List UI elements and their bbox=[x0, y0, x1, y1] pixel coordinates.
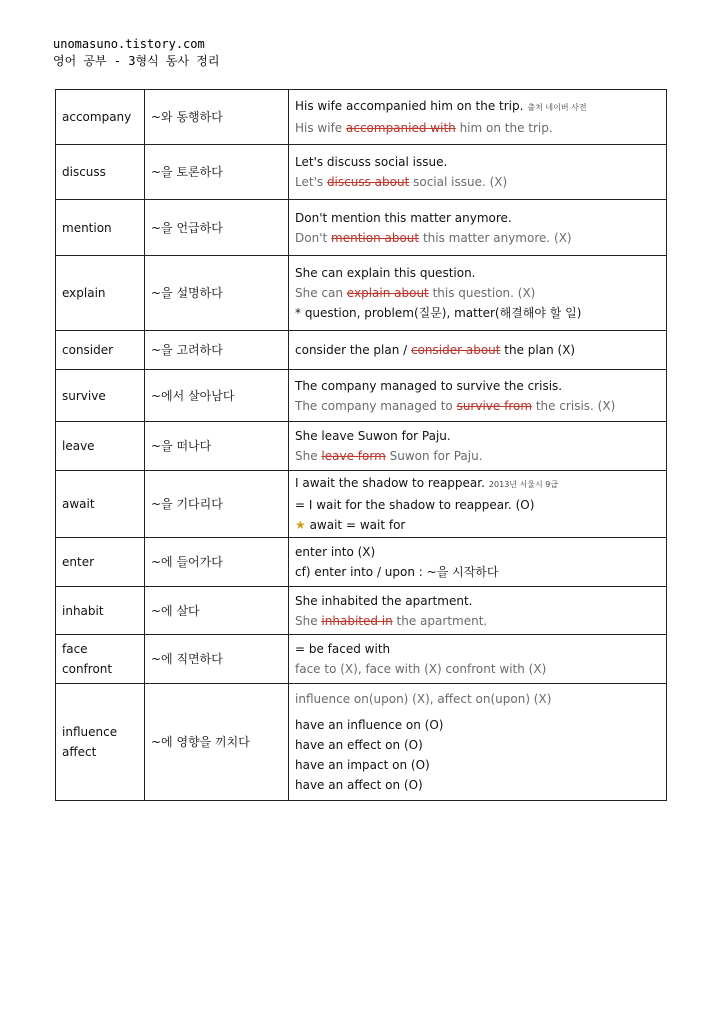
verb-cell: inhabit bbox=[56, 587, 145, 635]
example-line: enter into (X) bbox=[295, 545, 376, 559]
table-row bbox=[56, 370, 667, 422]
page-subtitle: 영어 공부 - 3형식 동사 정리 bbox=[53, 54, 220, 68]
verb-cell: explain bbox=[56, 256, 145, 331]
verb-cell: consider bbox=[56, 331, 145, 370]
example-line: The company managed to survive the crisis. bbox=[295, 378, 563, 393]
example-text: She bbox=[295, 449, 322, 463]
example-text: the crisis. (X) bbox=[532, 398, 616, 413]
example-cell bbox=[289, 145, 667, 200]
meaning-cell: ~을 설명하다 bbox=[145, 256, 289, 331]
example-text: this question. (X) bbox=[428, 286, 536, 300]
example-text: Let's bbox=[295, 175, 327, 189]
example-cell bbox=[289, 587, 667, 635]
meaning-cell: ~에서 살아남다 bbox=[145, 370, 289, 422]
example-text: the apartment. bbox=[392, 613, 488, 628]
example-line: She leave Suwon for Paju. bbox=[295, 429, 451, 443]
struck-text: inhabited in bbox=[321, 613, 393, 628]
example-text: She can bbox=[295, 286, 347, 300]
example-line: have an effect on (O) bbox=[295, 738, 423, 752]
verb-cell: await bbox=[56, 471, 145, 538]
example-line: face to (X), face with (X) confront with (X) bbox=[295, 662, 547, 676]
verb-cell: leave bbox=[56, 422, 145, 471]
struck-text: consider about bbox=[410, 343, 501, 357]
meaning-cell: ~에 영향을 끼치다 bbox=[145, 684, 289, 801]
table-row bbox=[56, 635, 667, 684]
verb-word: face bbox=[62, 642, 88, 656]
example-cell bbox=[289, 200, 667, 256]
table-row bbox=[56, 538, 667, 587]
example-line: His wife accompanied him on the trip. bbox=[295, 99, 524, 113]
verb-cell: discuss bbox=[56, 145, 145, 200]
example-text: His wife bbox=[295, 121, 346, 135]
verb-word: influence bbox=[62, 725, 118, 739]
meaning-cell: ~을 고려하다 bbox=[145, 331, 289, 370]
meaning-cell: ~와 동행하다 bbox=[145, 90, 289, 145]
verb-table bbox=[55, 89, 667, 801]
verb-cell bbox=[56, 635, 145, 684]
table-row bbox=[56, 90, 667, 145]
struck-text: leave form bbox=[321, 449, 386, 463]
struck-text: mention about bbox=[331, 230, 420, 245]
example-text: Suwon for Paju. bbox=[385, 449, 483, 463]
struck-text: accompanied with bbox=[346, 121, 456, 135]
struck-text: explain about bbox=[346, 286, 429, 300]
example-cell bbox=[289, 538, 667, 587]
example-cell bbox=[289, 471, 667, 538]
meaning-cell: ~에 살다 bbox=[145, 587, 289, 635]
verb-cell bbox=[56, 684, 145, 801]
example-text: The company managed to bbox=[295, 398, 457, 413]
example-text: Don't bbox=[295, 230, 332, 245]
example-cell bbox=[289, 90, 667, 145]
table-row bbox=[56, 587, 667, 635]
example-line: She inhabited the apartment. bbox=[295, 593, 473, 608]
example-cell bbox=[289, 256, 667, 331]
struck-text: survive from bbox=[456, 398, 533, 413]
example-text: She bbox=[295, 613, 322, 628]
page-header bbox=[53, 36, 220, 70]
verb-word: confront bbox=[62, 662, 113, 676]
star-icon: ★ bbox=[295, 518, 306, 532]
example-text: consider the plan / bbox=[295, 343, 411, 357]
source-note: 2013년 서울시 9급 bbox=[488, 480, 559, 489]
example-line: cf) enter into / upon : ~을 시작하다 bbox=[295, 565, 499, 579]
verb-cell: mention bbox=[56, 200, 145, 256]
example-cell bbox=[289, 422, 667, 471]
example-line: influence on(upon) (X), affect on(upon) (X) bbox=[295, 692, 552, 706]
meaning-cell: ~에 들어가다 bbox=[145, 538, 289, 587]
verb-cell: enter bbox=[56, 538, 145, 587]
verb-cell: accompany bbox=[56, 90, 145, 145]
meaning-cell: ~에 직면하다 bbox=[145, 635, 289, 684]
table-row bbox=[56, 200, 667, 256]
table-row bbox=[56, 422, 667, 471]
example-line: have an impact on (O) bbox=[295, 758, 430, 772]
site-url: unomasuno.tistory.com bbox=[53, 37, 205, 51]
example-line: She can explain this question. bbox=[295, 266, 476, 280]
meaning-cell: ~을 떠나다 bbox=[145, 422, 289, 471]
example-line: have an affect on (O) bbox=[295, 778, 423, 792]
verb-word: affect bbox=[62, 745, 97, 759]
example-cell bbox=[289, 370, 667, 422]
verb-cell: survive bbox=[56, 370, 145, 422]
example-cell bbox=[289, 635, 667, 684]
example-text: him on the trip. bbox=[455, 121, 553, 135]
source-note: 출처 네이버 사전 bbox=[527, 103, 587, 112]
table-row bbox=[56, 471, 667, 538]
example-line: = be faced with bbox=[295, 642, 391, 656]
example-line: Let's discuss social issue. bbox=[295, 155, 448, 169]
table-row bbox=[56, 145, 667, 200]
example-line: I await the shadow to reappear. bbox=[295, 476, 485, 490]
example-note: * question, problem(질문), matter(해결해야 할 일) bbox=[295, 306, 582, 320]
example-line: Don't mention this matter anymore. bbox=[295, 210, 512, 225]
meaning-cell: ~을 기다리다 bbox=[145, 471, 289, 538]
example-cell bbox=[289, 331, 667, 370]
example-cell bbox=[289, 684, 667, 801]
struck-text: discuss about bbox=[326, 175, 410, 189]
table-row bbox=[56, 684, 667, 801]
table-row bbox=[56, 331, 667, 370]
example-text: this matter anymore. (X) bbox=[419, 230, 572, 245]
example-text: the plan (X) bbox=[500, 343, 576, 357]
example-text: social issue. (X) bbox=[409, 175, 508, 189]
example-note: await = wait for bbox=[305, 518, 406, 532]
example-line: = I wait for the shadow to reappear. (O) bbox=[295, 498, 535, 512]
meaning-cell: ~을 언급하다 bbox=[145, 200, 289, 256]
example-line: have an influence on (O) bbox=[295, 718, 444, 732]
meaning-cell: ~을 토론하다 bbox=[145, 145, 289, 200]
table-row bbox=[56, 256, 667, 331]
